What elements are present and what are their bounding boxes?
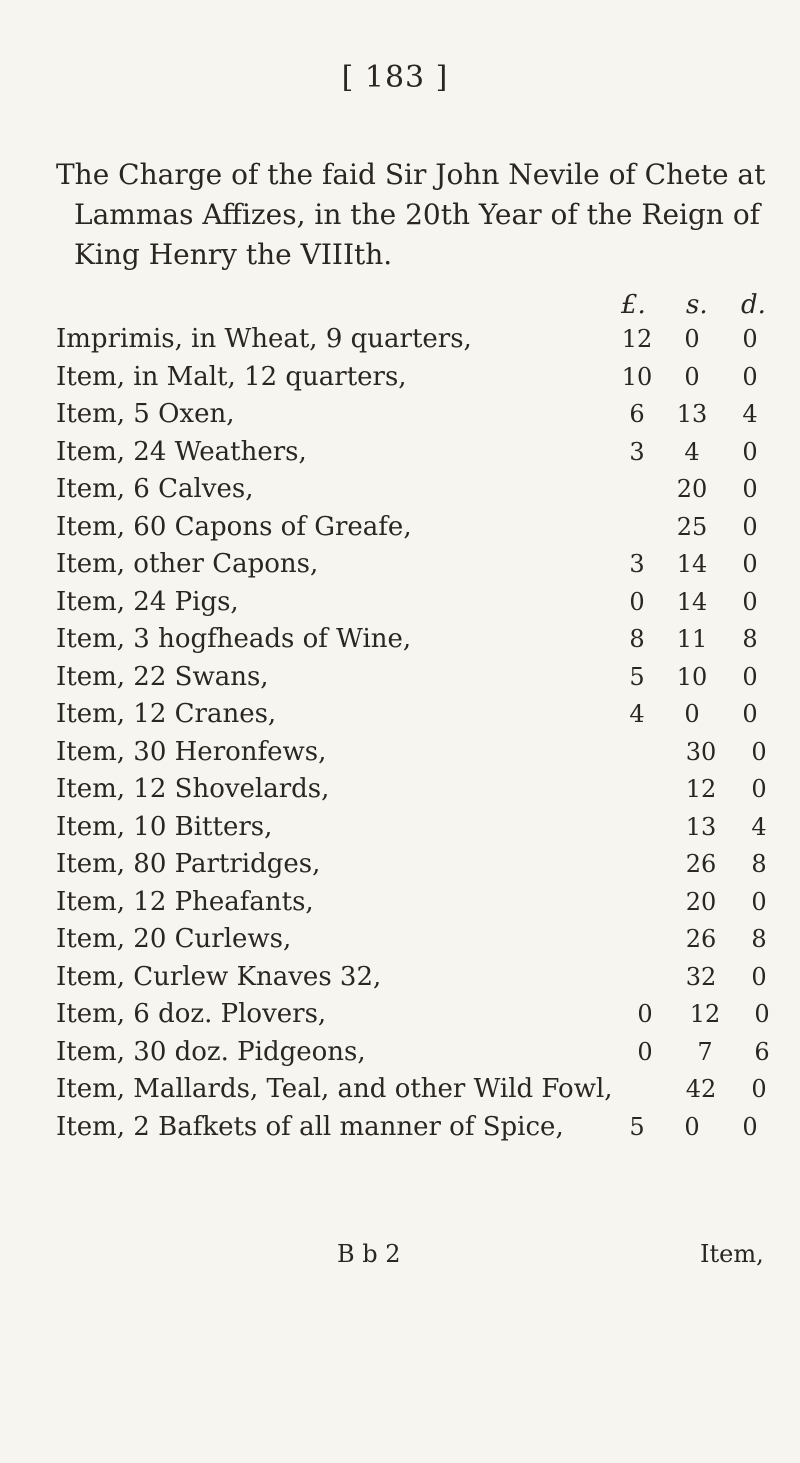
entry-description: Item, 5 Oxen, xyxy=(56,399,235,429)
entry-pounds: 0 xyxy=(637,1037,653,1066)
entry-description: Item, 12 Shovelards, xyxy=(56,774,330,804)
entry-description: Item, 24 Weathers, xyxy=(56,436,307,467)
entry-pence: 0 xyxy=(742,587,758,616)
heading-line-3: King Henry the VIIIth. xyxy=(74,238,393,271)
entry-pounds: 8 xyxy=(629,625,645,653)
account-entry xyxy=(0,509,800,547)
entry-pence: 0 xyxy=(742,1112,758,1141)
entry-description: Item, 2 Bafkets of all manner of Spice, xyxy=(56,1111,564,1142)
entry-description: Imprimis, in Wheat, 9 quarters, xyxy=(56,324,472,354)
entry-pence: 0 xyxy=(751,887,767,916)
account-entry xyxy=(0,996,800,1034)
account-entry xyxy=(0,359,800,397)
account-entry xyxy=(0,584,800,622)
entry-description: Item, 20 Curlews, xyxy=(56,924,292,954)
entry-shillings: 0 xyxy=(684,700,700,728)
catchword: Item, xyxy=(700,1240,764,1268)
page-number: [ 183 ] xyxy=(341,60,449,95)
entry-pence: 0 xyxy=(754,1000,770,1028)
entry-description: Item, 60 Capons of Greafe, xyxy=(56,511,412,542)
entry-pence: 0 xyxy=(751,737,767,766)
page-footer xyxy=(0,1240,800,1276)
entry-shillings: 20 xyxy=(685,887,717,916)
account-entry xyxy=(0,1071,800,1109)
entry-pence: 0 xyxy=(742,475,758,503)
entry-pence: 8 xyxy=(751,850,767,878)
entry-description: Item, Mallards, Teal, and other Wild Fowl, xyxy=(56,1074,613,1104)
entry-pounds: 0 xyxy=(637,1000,653,1028)
entry-pence: 0 xyxy=(742,662,758,691)
entry-description: Item, 24 Pigs, xyxy=(56,586,239,617)
entry-pounds: 6 xyxy=(629,400,645,428)
entry-pence: 6 xyxy=(754,1037,770,1066)
entry-description: Item, in Malt, 12 quarters, xyxy=(56,361,407,392)
entry-pounds: 4 xyxy=(629,700,645,728)
entry-description: Item, 6 Calves, xyxy=(56,474,254,504)
account-entry xyxy=(0,1109,800,1147)
entry-pounds: 0 xyxy=(629,587,645,616)
heading-line-1: The Charge of the faid Sir John Nevile of Chete at xyxy=(56,158,766,191)
entry-shillings: 32 xyxy=(685,962,717,991)
heading-line-2: Lammas Affizes, in the 20th Year of the Reign of xyxy=(74,198,761,231)
entry-shillings: 20 xyxy=(676,475,708,503)
account-entry xyxy=(0,471,800,509)
entry-description: Item, Curlew Knaves 32, xyxy=(56,961,382,992)
entry-shillings: 12 xyxy=(689,1000,721,1028)
entry-pence: 4 xyxy=(751,812,767,841)
entry-shillings: 10 xyxy=(676,662,708,691)
signature-mark: B b 2 xyxy=(337,1240,401,1268)
entry-shillings: 42 xyxy=(685,1075,717,1103)
account-entry xyxy=(0,1034,800,1072)
entry-shillings: 7 xyxy=(697,1037,713,1066)
page-heading xyxy=(56,155,776,275)
entry-shillings: 0 xyxy=(684,1112,700,1141)
account-entry xyxy=(0,546,800,584)
column-header-shillings: s. xyxy=(686,290,708,320)
entry-pence: 0 xyxy=(742,550,758,578)
column-header-pounds: £. xyxy=(621,290,646,320)
entry-pence: 0 xyxy=(751,775,767,803)
account-entries xyxy=(0,321,800,1146)
entry-description: Item, 30 doz. Pidgeons, xyxy=(56,1036,366,1067)
entry-description: Item, 12 Cranes, xyxy=(56,699,277,729)
account-entry xyxy=(0,734,800,772)
account-entry xyxy=(0,809,800,847)
entry-description: Item, other Capons, xyxy=(56,549,319,579)
entry-pence: 0 xyxy=(751,962,767,991)
entry-pounds: 3 xyxy=(629,550,645,578)
entry-shillings: 11 xyxy=(676,625,708,653)
entry-pounds: 3 xyxy=(629,437,645,466)
entry-shillings: 12 xyxy=(685,775,717,803)
account-entry xyxy=(0,434,800,472)
entry-description: Item, 30 Heronfews, xyxy=(56,736,327,767)
entry-description: Item, 12 Pheafants, xyxy=(56,886,314,917)
entry-shillings: 26 xyxy=(685,850,717,878)
entry-pounds: 5 xyxy=(629,1112,645,1141)
entry-pence: 8 xyxy=(751,925,767,953)
entry-pence: 0 xyxy=(751,1075,767,1103)
account-entry xyxy=(0,659,800,697)
entry-shillings: 14 xyxy=(676,550,708,578)
column-header-pence: d. xyxy=(741,290,766,320)
entry-pounds: 10 xyxy=(621,362,653,391)
account-entry xyxy=(0,921,800,959)
entry-description: Item, 10 Bitters, xyxy=(56,811,273,842)
entry-pence: 0 xyxy=(742,325,758,353)
entry-description: Item, 3 hogfheads of Wine, xyxy=(56,624,412,654)
entry-shillings: 25 xyxy=(676,512,708,541)
account-entry xyxy=(0,771,800,809)
entry-shillings: 26 xyxy=(685,925,717,953)
entry-pence: 4 xyxy=(742,400,758,428)
entry-pence: 0 xyxy=(742,437,758,466)
account-entry xyxy=(0,959,800,997)
entry-description: Item, 80 Partridges, xyxy=(56,849,321,879)
account-entry xyxy=(0,696,800,734)
account-entry xyxy=(0,884,800,922)
entry-pence: 0 xyxy=(742,700,758,728)
entry-pounds: 5 xyxy=(629,662,645,691)
entry-pounds: 12 xyxy=(621,325,653,353)
entry-shillings: 30 xyxy=(685,737,717,766)
entry-shillings: 0 xyxy=(684,362,700,391)
entry-pence: 0 xyxy=(742,362,758,391)
entry-pence: 0 xyxy=(742,512,758,541)
entry-description: Item, 22 Swans, xyxy=(56,661,269,692)
account-entry xyxy=(0,621,800,659)
account-entry xyxy=(0,846,800,884)
account-entry xyxy=(0,321,800,359)
account-entry xyxy=(0,396,800,434)
entry-shillings: 0 xyxy=(684,325,700,353)
entry-description: Item, 6 doz. Plovers, xyxy=(56,999,327,1029)
entry-shillings: 13 xyxy=(676,400,708,428)
entry-pence: 8 xyxy=(742,625,758,653)
entry-shillings: 14 xyxy=(676,587,708,616)
entry-shillings: 13 xyxy=(685,812,717,841)
entry-shillings: 4 xyxy=(684,437,700,466)
